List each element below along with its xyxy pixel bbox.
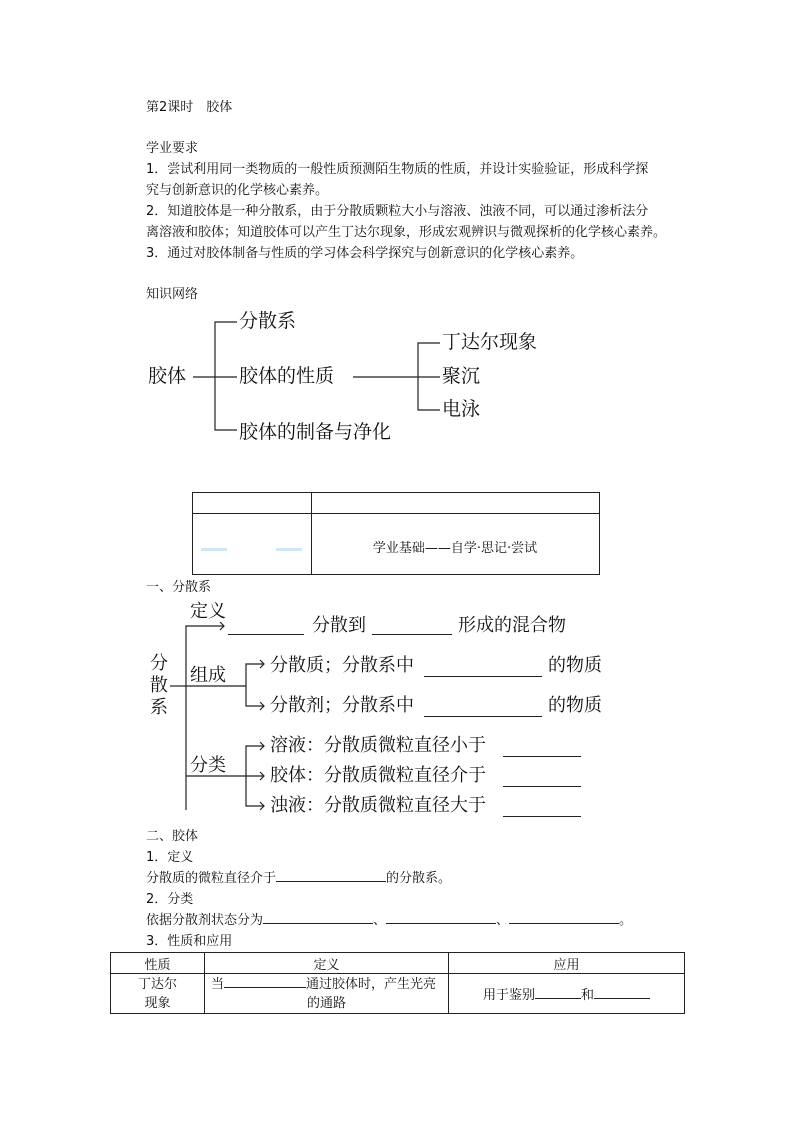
solute-suffix: 的物质 bbox=[548, 655, 602, 676]
solute-text: 分散质；分散系中 bbox=[270, 655, 414, 676]
colloid-definition bbox=[146, 869, 451, 889]
section2-sub-properties: 3．性质和应用 bbox=[146, 934, 233, 949]
classification-text: 依据分散剂状态分为 bbox=[146, 913, 264, 928]
network-root: 胶体 bbox=[148, 365, 187, 387]
requirement-3: 3．通过对胶体制备与性质的学习体会科学探究与创新意识的化学核心素养。 bbox=[146, 246, 584, 261]
cell-property bbox=[111, 974, 205, 1014]
app-mid: 和 bbox=[581, 988, 595, 1003]
composition-label: 组成 bbox=[190, 665, 226, 686]
separator: 、 bbox=[496, 913, 510, 928]
banner-decoration bbox=[201, 548, 227, 551]
colloid-def-blank[interactable] bbox=[276, 881, 386, 882]
definition-label: 定义 bbox=[190, 601, 226, 622]
banner-text: 学业基础——自学·思记·尝试 bbox=[372, 541, 538, 556]
classification-blank-2[interactable] bbox=[386, 923, 496, 924]
colloid-blank[interactable] bbox=[503, 786, 581, 787]
dispersion-root-char: 分 bbox=[150, 653, 168, 674]
separator: 、 bbox=[373, 913, 387, 928]
solvent-suffix: 的物质 bbox=[548, 695, 602, 716]
light-blank[interactable] bbox=[224, 987, 306, 988]
network-prop-tyndall: 丁达尔现象 bbox=[442, 331, 538, 353]
network-branch-dispersion: 分散系 bbox=[239, 310, 297, 332]
colloid-def-after: 的分散系。 bbox=[386, 871, 452, 886]
section2-sub-definition: 1．定义 bbox=[146, 850, 194, 865]
property-line2: 现象 bbox=[144, 995, 171, 1011]
requirement-2-line1: 2．知道胶体是一种分散系，由于分散质颗粒大小与溶液、浊液不同，可以通过渗析法分 bbox=[146, 204, 649, 219]
definition-line1 bbox=[205, 975, 448, 994]
network-branch-properties: 胶体的性质 bbox=[239, 365, 335, 387]
app-blank-2[interactable] bbox=[594, 998, 650, 999]
app-blank-1[interactable] bbox=[535, 998, 581, 999]
definition-end: 形成的混合物 bbox=[458, 615, 566, 636]
section-banner bbox=[192, 492, 600, 575]
solute-blank[interactable] bbox=[424, 676, 542, 677]
definition-blank-2[interactable] bbox=[372, 634, 452, 635]
table-header-definition: 定义 bbox=[205, 953, 449, 974]
cell-application bbox=[449, 974, 685, 1014]
lesson-title: 第2课时 胶体 bbox=[146, 100, 233, 115]
classification-blank-3[interactable] bbox=[509, 923, 619, 924]
definition-mid: 分散到 bbox=[312, 615, 366, 636]
network-branch-preparation: 胶体的制备与净化 bbox=[239, 421, 392, 443]
dispersion-root-char: 系 bbox=[150, 697, 168, 718]
requirement-1-line1: 1．尝试利用同一类物质的一般性质预测陌生物质的性质，并设计实验验证，形成科学探 bbox=[146, 162, 649, 177]
classification-blank-1[interactable] bbox=[263, 923, 373, 924]
network-prop-coagulation: 聚沉 bbox=[442, 365, 481, 387]
requirements-heading: 学业要求 bbox=[146, 141, 199, 156]
def-after: 通过胶体时，产生光亮 bbox=[306, 976, 437, 992]
colloid-classification bbox=[146, 911, 632, 931]
solution-text: 溶液：分散质微粒直径小于 bbox=[270, 735, 486, 756]
colloid-text: 胶体：分散质微粒直径介于 bbox=[270, 765, 486, 786]
period: 。 bbox=[619, 913, 633, 928]
dispersion-root-char: 散 bbox=[150, 675, 168, 696]
definition-blank-1[interactable] bbox=[228, 634, 304, 635]
table-row bbox=[111, 974, 685, 1014]
section1-heading: 一、分散系 bbox=[146, 580, 212, 595]
suspension-text: 浊液：分散质微粒直径大于 bbox=[270, 795, 486, 816]
app-before: 用于鉴别 bbox=[482, 988, 535, 1003]
suspension-blank[interactable] bbox=[503, 816, 581, 817]
colloid-def-before: 分散质的微粒直径介于 bbox=[146, 871, 277, 886]
definition-line2: 的通路 bbox=[306, 995, 346, 1011]
solvent-blank[interactable] bbox=[424, 716, 542, 717]
section2-heading: 二、胶体 bbox=[146, 829, 199, 844]
requirement-1-line2: 究与创新意识的化学核心素养。 bbox=[146, 183, 329, 198]
section2-sub-classification: 2．分类 bbox=[146, 892, 194, 907]
table-header-application: 应用 bbox=[449, 953, 685, 974]
banner-decoration bbox=[276, 548, 302, 551]
network-heading: 知识网络 bbox=[146, 287, 199, 302]
def-before: 当 bbox=[211, 976, 225, 992]
properties-table bbox=[110, 952, 685, 1014]
property-line1: 丁达尔 bbox=[137, 976, 177, 992]
solvent-text: 分散剂；分散系中 bbox=[270, 695, 414, 716]
network-prop-electrophoresis: 电泳 bbox=[442, 398, 481, 420]
requirement-2-line2: 离溶液和胶体；知道胶体可以产生丁达尔现象，形成宏观辨识与微观探析的化学核心素养。 bbox=[146, 225, 667, 240]
cell-definition bbox=[205, 974, 449, 1014]
classification-label: 分类 bbox=[190, 755, 226, 776]
solution-blank[interactable] bbox=[503, 756, 581, 757]
table-header-property: 性质 bbox=[111, 953, 205, 974]
table-header-row bbox=[111, 953, 685, 974]
